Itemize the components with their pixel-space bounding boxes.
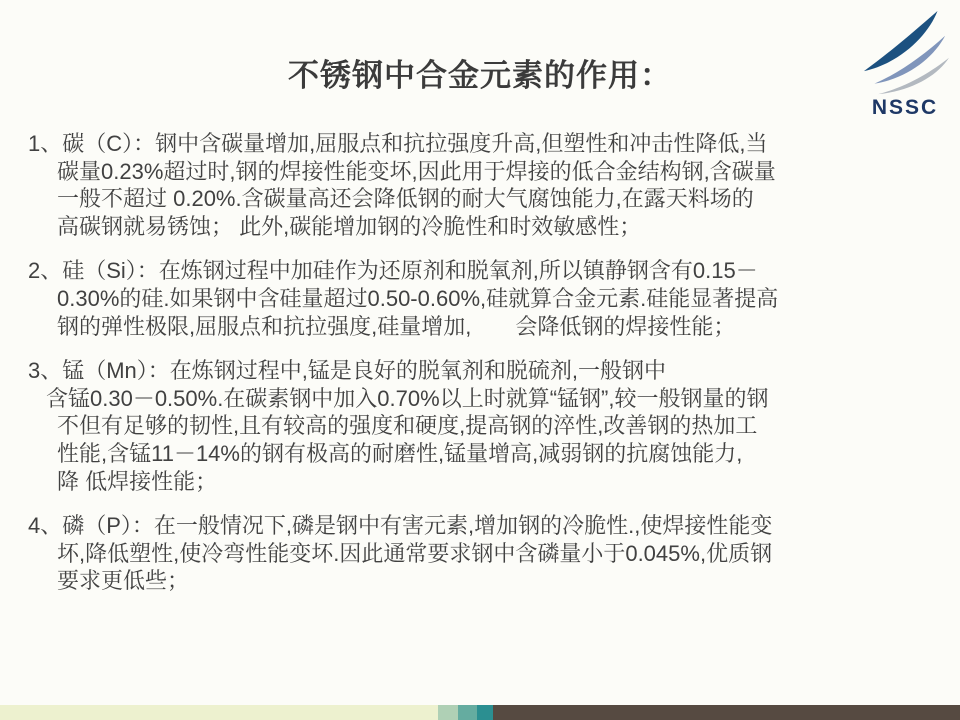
text-line: 1、碳（C）：钢中含碳量增加,屈服点和抗拉强度升高,但塑性和冲击性降低,当 xyxy=(28,131,768,156)
text-line: 性能,含锰11－14%的钢有极高的耐磨性,锰量增高,减弱钢的抗腐蚀能力, xyxy=(57,440,743,466)
footer-bar xyxy=(0,705,960,720)
nssc-logo-text: NSSC xyxy=(871,96,939,119)
text-line: 高碳钢就易锈蚀； 此外,碳能增加钢的冷脆性和时效敏感性； xyxy=(57,213,642,239)
text-line: 0.30%的硅.如果钢中含硅量超过0.50-0.60%,硅就算合金元素.硅能显著提高 xyxy=(57,285,779,311)
text-line: 碳量0.23%超过时,钢的焊接性能变坏,因此用于焊接的低合金结构钢,含碳量 xyxy=(57,158,776,184)
paragraph-carbon xyxy=(28,130,942,240)
text-line: 钢的弹性极限,屈服点和抗拉强度,硅量增加, 会降低钢的焊接性能； xyxy=(57,313,736,339)
text-line: 不但有足够的韧性,且有较高的强度和硬度,提高钢的淬性,改善钢的热加工 xyxy=(57,413,758,439)
footer-segment xyxy=(493,705,960,720)
swoosh-dark-sail xyxy=(864,11,938,71)
footer-segment xyxy=(438,705,458,720)
page-title: 不锈钢中合金元素的作用： xyxy=(288,58,672,93)
paragraph-manganese xyxy=(28,357,942,495)
text-line: 4、磷（P）：在一般情况下,磷是钢中有害元素,增加钢的冷脆性.,使焊接性能变 xyxy=(28,513,773,539)
text-line: 降 低焊接性能； xyxy=(57,468,218,494)
text-line: 要求更低些； xyxy=(57,568,190,594)
text-line: 一般不超过 0.20%.含碳量高还会降低钢的耐大气腐蚀能力,在露天料场的 xyxy=(57,186,754,212)
text-line: 2、硅（Si）：在炼钢过程中加硅作为还原剂和脱氧剂,所以镇静钢含有0.15－ xyxy=(28,258,758,284)
footer-segment xyxy=(0,705,438,720)
paragraph-silicon xyxy=(28,257,942,340)
footer-segment xyxy=(477,705,493,720)
text-line: 含锰0.30－0.50%.在碳素钢中加入0.70%以上时就算“锰钢”,较一般钢量的钢 xyxy=(46,385,769,411)
nssc-logo xyxy=(854,10,956,118)
footer-segment xyxy=(458,705,477,720)
paragraph-phosphorus xyxy=(28,512,942,595)
nssc-swoosh-icon xyxy=(855,10,955,96)
slide-body xyxy=(28,130,942,595)
text-line: 3、锰（Mn）：在炼钢过程中,锰是良好的脱氧剂和脱硫剂,一般钢中 xyxy=(28,358,667,384)
text-line: 坏,降低塑性,使冷弯性能变坏.因此通常要求钢中含磷量小于0.045%,优质钢 xyxy=(57,540,773,566)
